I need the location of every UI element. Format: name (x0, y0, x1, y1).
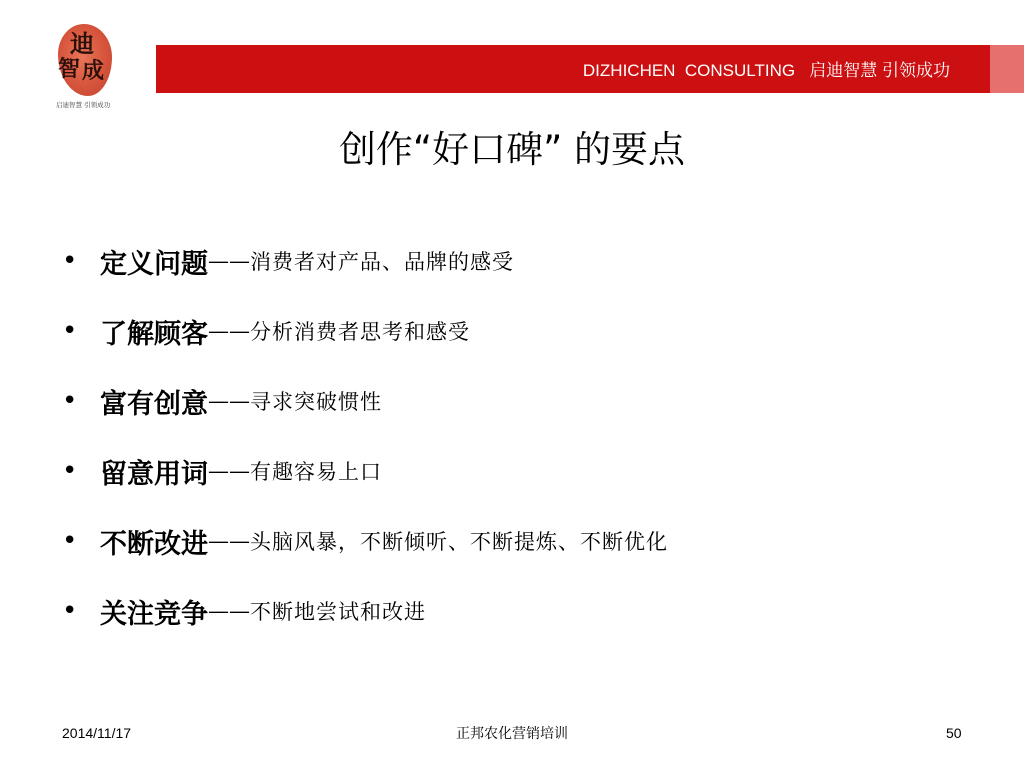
bullet-description: 消费者对产品、品牌的感受 (250, 250, 514, 274)
bullet-item (62, 296, 668, 366)
bullet-description: 头脑风暴，不断倾听、不断提炼、不断优化 (250, 530, 668, 554)
bullet-keyword: 富有创意 (100, 388, 208, 420)
footer-date: 2014/11/17 (62, 725, 132, 741)
bullet-dot-icon: • (62, 246, 78, 276)
bullet-dash: —— (208, 249, 250, 273)
logo-slogan: 启迪智慧 引领成功 (56, 101, 111, 109)
bullet-dash: —— (208, 459, 250, 483)
footer-title: 正邦农化营销培训 (456, 726, 568, 742)
header-bar (156, 45, 990, 93)
bullet-dash: —— (208, 529, 250, 553)
bullet-description: 不断地尝试和改进 (250, 600, 426, 624)
bullet-item (62, 226, 668, 296)
bullet-dot-icon: • (62, 596, 78, 626)
header-text: DIZHICHEN CONSULTING 启迪智慧 引领成功 (582, 61, 950, 80)
page-number: 50 (946, 725, 962, 741)
logo-char-zhi: 智 (58, 56, 81, 82)
logo-char-cheng: 成 (82, 58, 105, 84)
bullet-list (62, 226, 668, 646)
bullet-item (62, 506, 668, 576)
bullet-item (62, 366, 668, 436)
bullet-dot-icon: • (62, 386, 78, 416)
bullet-dash: —— (208, 599, 250, 623)
company-logo (52, 24, 120, 116)
bullet-keyword: 关注竞争 (100, 598, 208, 630)
bullet-keyword: 留意用词 (100, 458, 208, 490)
bullet-description: 分析消费者思考和感受 (250, 320, 470, 344)
bullet-dash: —— (208, 389, 250, 413)
bullet-keyword: 了解顾客 (100, 318, 208, 350)
header-accent-block (990, 45, 1024, 93)
bullet-description: 寻求突破惯性 (250, 390, 382, 414)
bullet-keyword: 不断改进 (100, 528, 208, 560)
bullet-item (62, 576, 668, 646)
bullet-dot-icon: • (62, 316, 78, 346)
bullet-item (62, 436, 668, 506)
slide-title: 创作“好口碑” 的要点 (338, 128, 686, 171)
bullet-dash: —— (208, 319, 250, 343)
bullet-dot-icon: • (62, 526, 78, 556)
bullet-keyword: 定义问题 (100, 248, 208, 280)
bullet-dot-icon: • (62, 456, 78, 486)
bullet-description: 有趣容易上口 (250, 460, 382, 484)
logo-char-di: 迪 (70, 29, 94, 58)
